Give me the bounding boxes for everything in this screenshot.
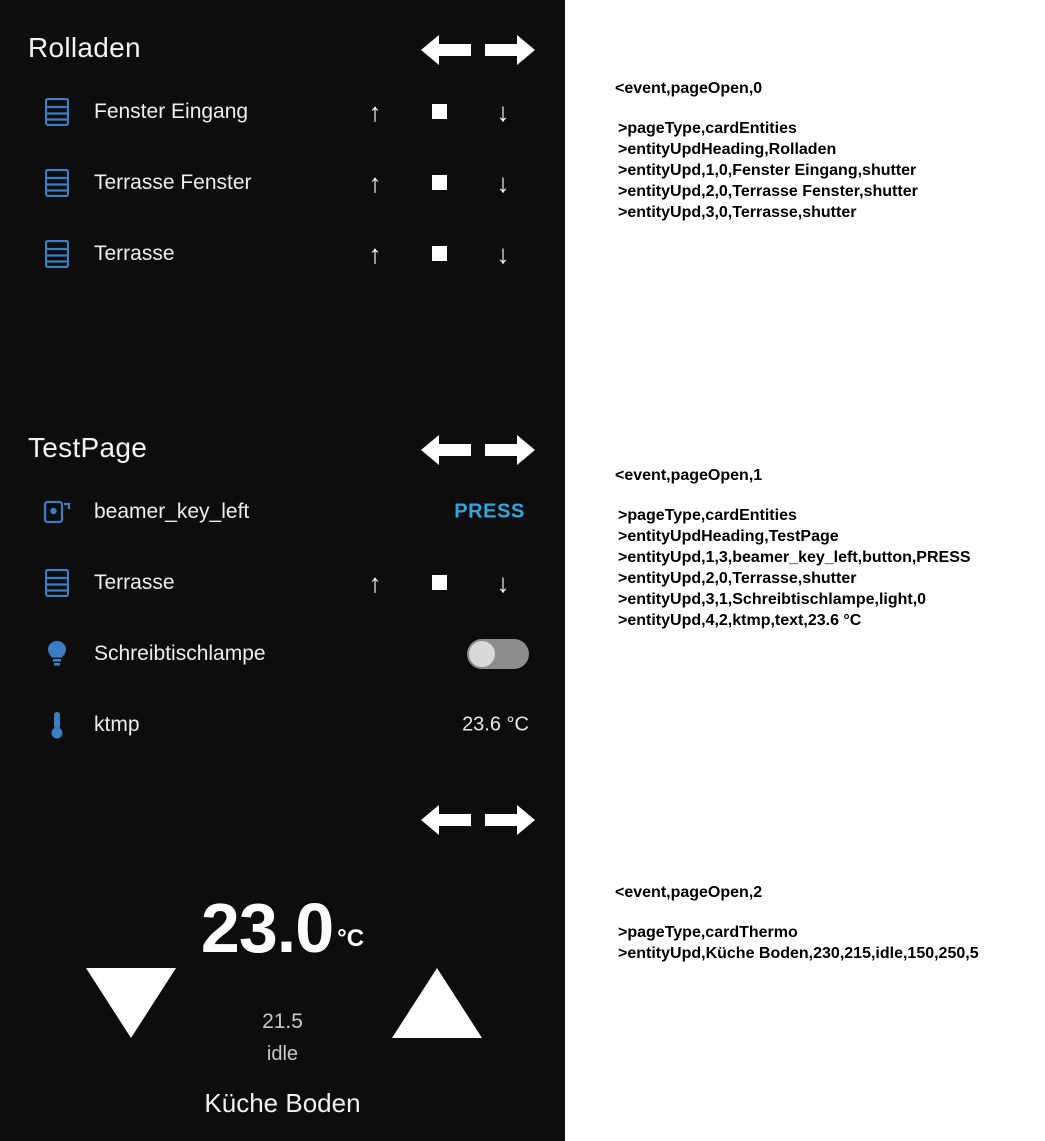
log-line: >pageType,cardEntities xyxy=(618,507,797,524)
target-temperature: 21.5 xyxy=(262,1010,303,1033)
page-title: Rolladen xyxy=(28,32,141,63)
list-item-label: Terrasse xyxy=(94,241,175,265)
shutter-controls xyxy=(350,166,530,200)
log-line: >pageType,cardEntities xyxy=(618,120,797,137)
current-temperature-value: 23.0 xyxy=(200,889,334,967)
light-toggle[interactable] xyxy=(467,639,529,669)
shutter-icon xyxy=(42,568,72,598)
stop-square-icon xyxy=(432,104,447,119)
shutter-stop-button[interactable] xyxy=(422,95,456,129)
log-panel xyxy=(565,0,1045,1141)
log-line: >entityUpd,Küche Boden,230,215,idle,150,250,5 xyxy=(618,945,979,962)
list-item[interactable] xyxy=(0,618,565,689)
entity-rows xyxy=(0,476,565,760)
list-item[interactable] xyxy=(0,218,565,289)
arrow-right-icon[interactable] xyxy=(483,30,535,70)
card-entities-rolladen xyxy=(0,0,565,400)
arrow-left-icon[interactable] xyxy=(421,30,473,70)
stop-square-icon xyxy=(432,175,447,190)
log-event-line: <event,pageOpen,1 xyxy=(615,467,763,484)
log-block-0 xyxy=(615,80,918,225)
log-block-1 xyxy=(615,467,971,633)
shutter-icon xyxy=(42,239,72,269)
toggle-knob xyxy=(469,641,495,667)
shutter-up-button[interactable]: ↑ xyxy=(368,96,382,127)
card-entities-testpage xyxy=(0,400,565,770)
list-item-label: ktmp xyxy=(94,712,140,736)
nav-arrows xyxy=(421,800,539,844)
shutter-down-button[interactable]: ↓ xyxy=(496,567,510,598)
log-line: >entityUpd,1,3,beamer_key_left,button,PRESS xyxy=(618,549,971,566)
button-icon xyxy=(42,497,72,527)
list-item[interactable] xyxy=(0,476,565,547)
arrow-left-icon[interactable] xyxy=(421,430,473,470)
temperature-unit: °C xyxy=(337,924,365,952)
log-line: >entityUpdHeading,TestPage xyxy=(618,528,839,545)
log-line: >entityUpd,3,1,Schreibtischlampe,light,0 xyxy=(618,591,927,608)
log-line: >entityUpd,3,0,Terrasse,shutter xyxy=(618,204,857,221)
page-title: TestPage xyxy=(28,432,148,463)
log-event-line: <event,pageOpen,2 xyxy=(615,884,763,901)
card-thermo xyxy=(0,770,565,1141)
shutter-controls xyxy=(350,566,530,600)
temperature-value: 23.6 °C xyxy=(462,713,529,735)
log-line: >entityUpd,4,2,ktmp,text,23.6 °C xyxy=(618,612,862,629)
arrow-right-icon[interactable] xyxy=(483,800,535,840)
list-item[interactable] xyxy=(0,547,565,618)
list-item-label: beamer_key_left xyxy=(94,499,250,523)
shutter-up-button[interactable]: ↑ xyxy=(368,167,382,198)
shutter-down-button[interactable]: ↓ xyxy=(496,238,510,269)
card-header xyxy=(0,770,565,840)
current-temperature xyxy=(0,888,565,968)
list-item-label: Terrasse xyxy=(94,570,175,594)
log-block-2 xyxy=(615,884,979,966)
entity-rows xyxy=(0,76,565,289)
list-item-label: Fenster Eingang xyxy=(94,99,249,123)
shutter-icon xyxy=(42,168,72,198)
log-line: >entityUpd,2,0,Terrasse,shutter xyxy=(618,570,857,587)
list-item[interactable] xyxy=(0,76,565,147)
shutter-controls xyxy=(350,95,530,129)
list-item xyxy=(0,689,565,760)
nav-arrows xyxy=(421,30,539,74)
status-badge: idle xyxy=(266,1043,299,1065)
card-header xyxy=(0,0,565,70)
log-line: >entityUpd,2,0,Terrasse Fenster,shutter xyxy=(618,183,918,200)
shutter-stop-button[interactable] xyxy=(422,566,456,600)
light-icon xyxy=(42,639,72,669)
log-line: >pageType,cardThermo xyxy=(618,924,798,941)
stop-square-icon xyxy=(432,575,447,590)
shutter-down-button[interactable]: ↓ xyxy=(496,167,510,198)
log-line: >entityUpd,1,0,Fenster Eingang,shutter xyxy=(618,162,917,179)
thermo-entity-name: Küche Boden xyxy=(204,1088,361,1118)
log-event-line: <event,pageOpen,0 xyxy=(615,80,763,97)
shutter-up-button[interactable]: ↑ xyxy=(368,567,382,598)
shutter-stop-button[interactable] xyxy=(422,237,456,271)
list-item[interactable] xyxy=(0,147,565,218)
shutter-up-button[interactable]: ↑ xyxy=(368,238,382,269)
shutter-down-button[interactable]: ↓ xyxy=(496,96,510,127)
stop-square-icon xyxy=(432,246,447,261)
shutter-controls xyxy=(350,237,530,271)
log-line: >entityUpdHeading,Rolladen xyxy=(618,141,837,158)
shutter-stop-button[interactable] xyxy=(422,166,456,200)
thermometer-icon xyxy=(42,710,72,740)
list-item-label: Terrasse Fenster xyxy=(94,170,252,194)
press-button[interactable]: PRESS xyxy=(454,500,525,522)
nav-arrows xyxy=(421,430,539,474)
arrow-left-icon[interactable] xyxy=(421,800,473,840)
shutter-icon xyxy=(42,97,72,127)
card-header xyxy=(0,400,565,470)
arrow-right-icon[interactable] xyxy=(483,430,535,470)
list-item-label: Schreibtischlampe xyxy=(94,641,266,665)
